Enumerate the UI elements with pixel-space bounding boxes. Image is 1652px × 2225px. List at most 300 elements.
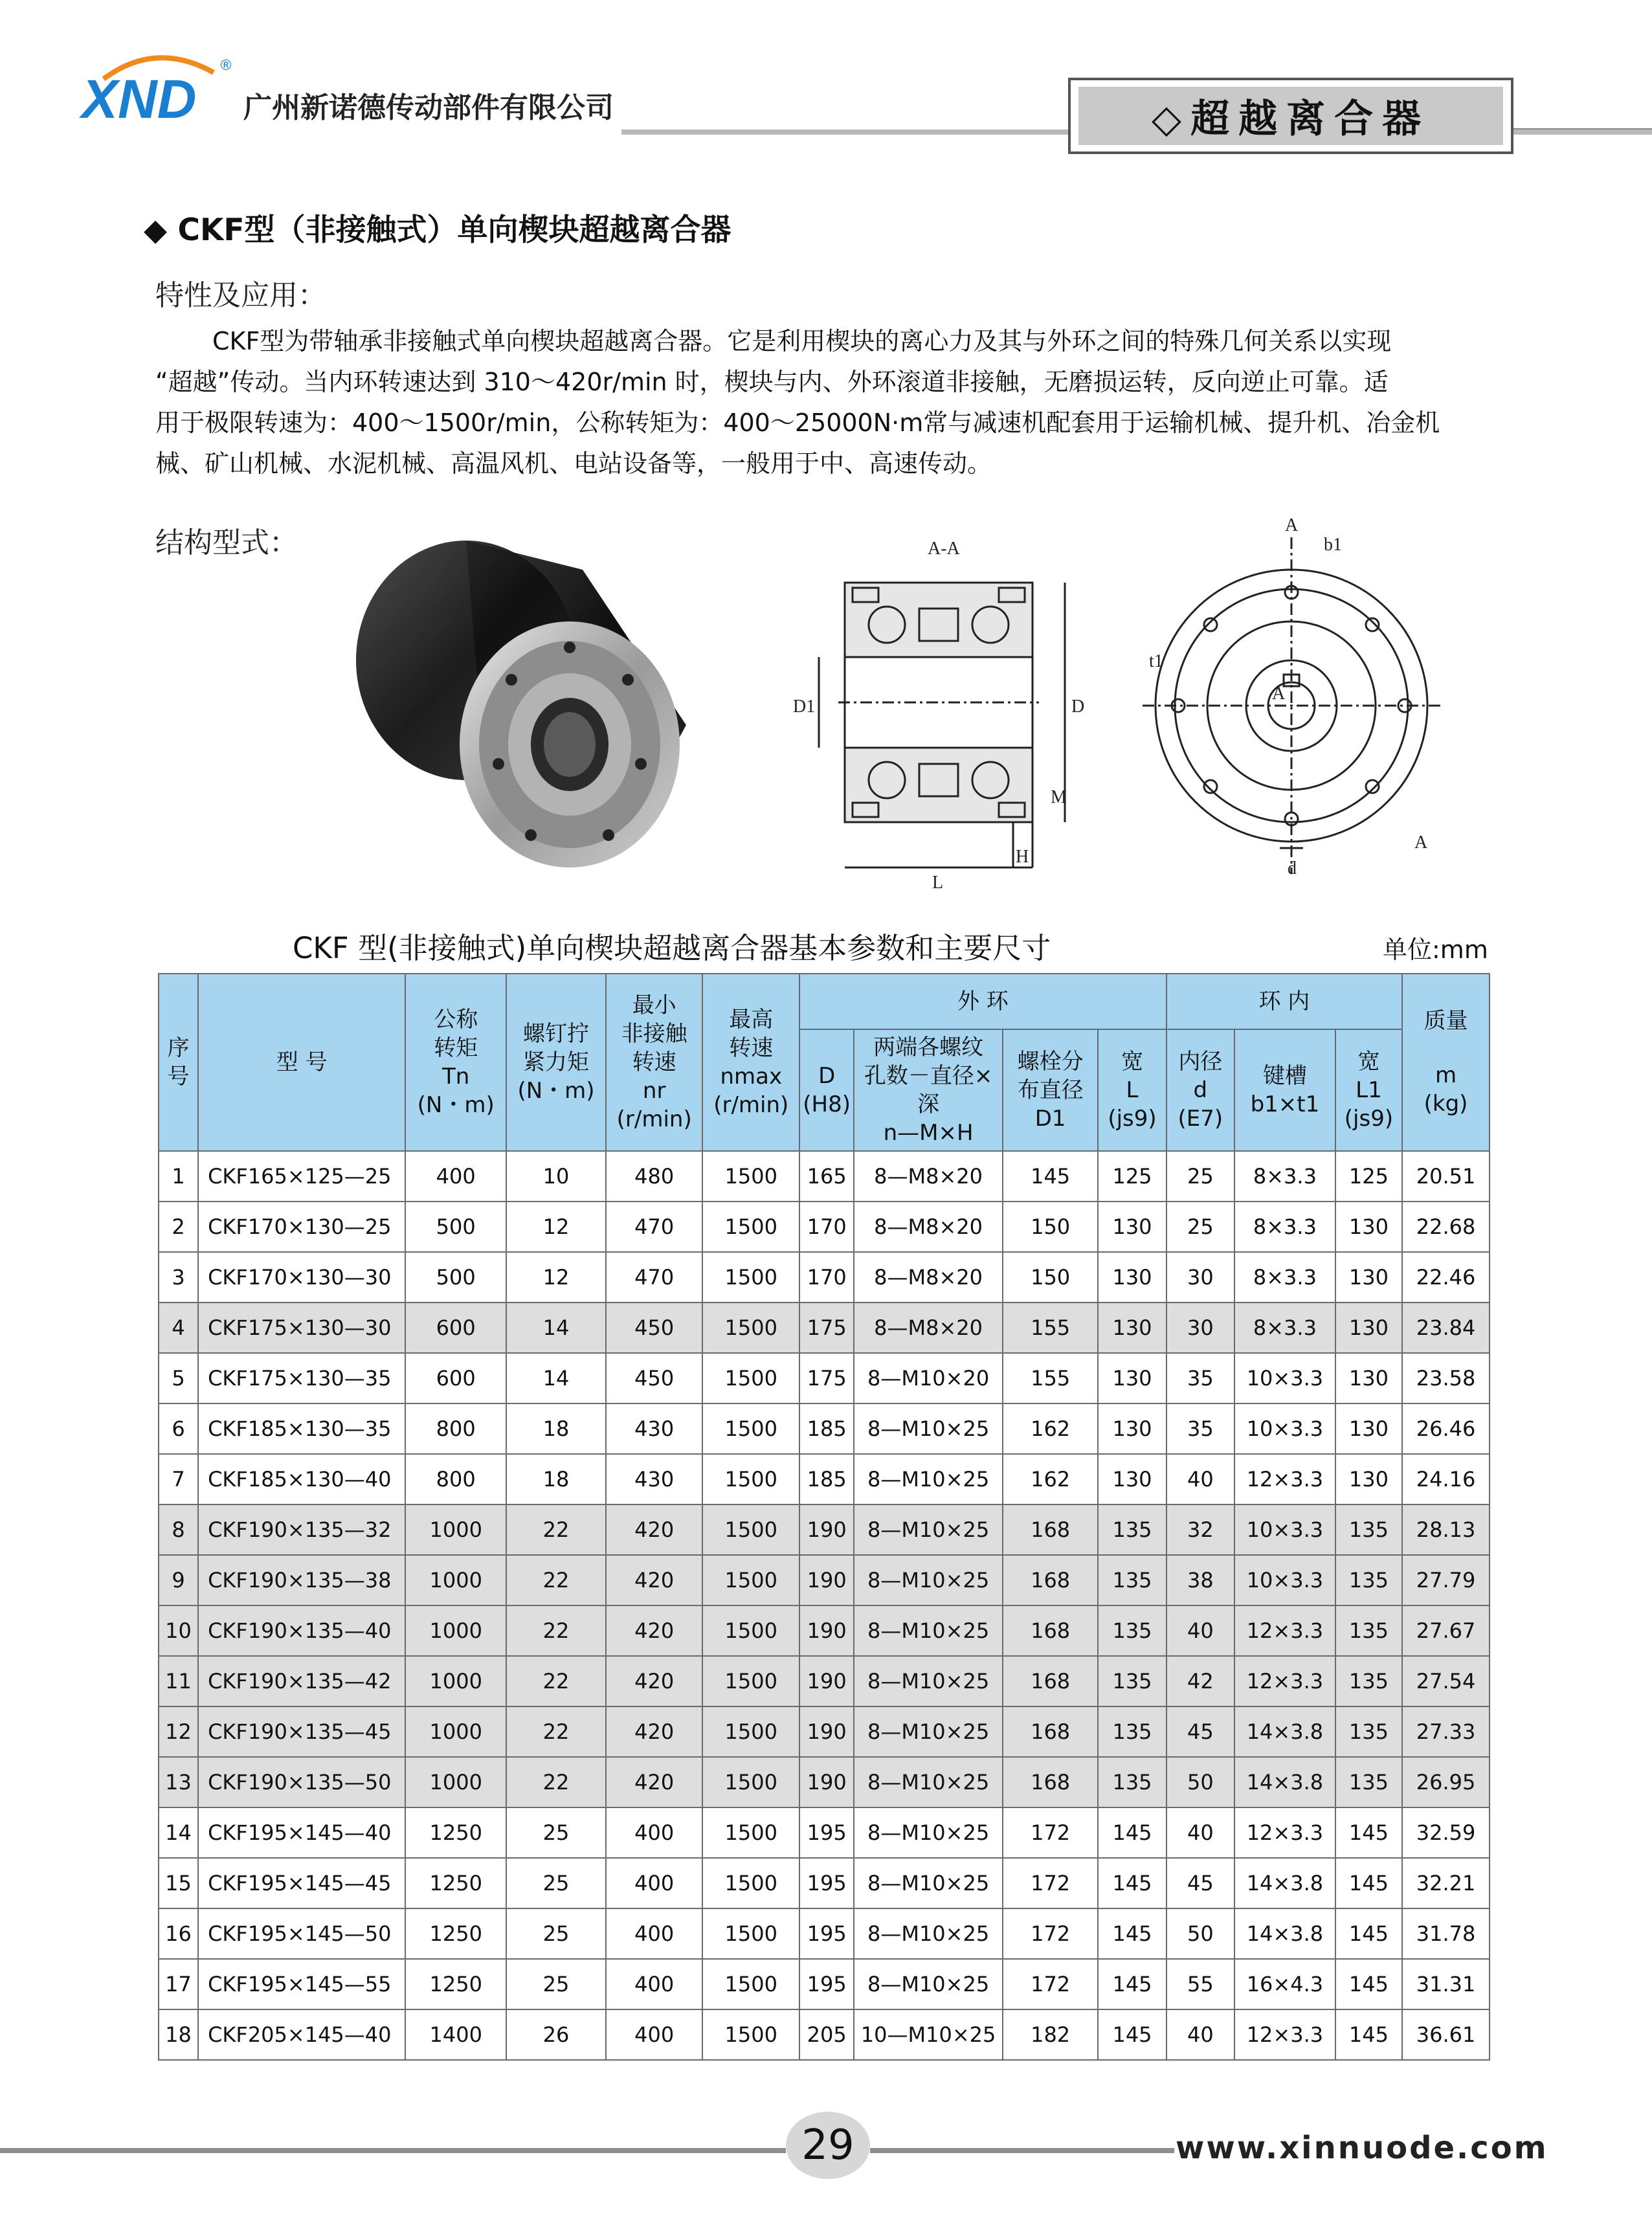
svg-text:XND: XND [82,69,197,124]
cell-thr: 8—M10×25 [854,1959,1003,2009]
cell-nmax: 1500 [702,1656,799,1706]
cell-D1: 182 [1003,2009,1098,2060]
table-row [159,1555,1490,1605]
cell-D1: 162 [1003,1454,1098,1504]
cell-D: 185 [799,1454,854,1504]
cell-n: 16 [159,1908,198,1959]
cell-nr: 430 [606,1403,703,1454]
cell-s: 22 [506,1504,606,1555]
cell-T: 800 [405,1454,506,1504]
section-mark-a: A [1285,515,1299,535]
table-row [159,1908,1490,1959]
cell-L: 130 [1098,1252,1166,1303]
cell-nr: 430 [606,1454,703,1504]
cell-d: 38 [1166,1555,1234,1605]
cell-L: 135 [1098,1757,1166,1807]
cell-D: 170 [799,1252,854,1303]
table-row [159,1757,1490,1807]
cell-D: 195 [799,1908,854,1959]
cell-D: 185 [799,1403,854,1454]
cell-m: 27.54 [1402,1656,1490,1706]
cell-L1: 135 [1335,1757,1402,1807]
cell-nr: 480 [606,1151,703,1202]
col-thread: 两端各螺纹 孔数－直径×深 n—M×H [854,1029,1003,1151]
cell-nmax: 1500 [702,1353,799,1403]
cell-L: 145 [1098,1959,1166,2009]
col-bolt-circle: 螺栓分 布直径 D1 [1003,1029,1098,1151]
cell-model: CKF190×135—38 [198,1555,405,1605]
cell-model: CKF170×130—25 [198,1202,405,1252]
cell-model: CKF195×145—55 [198,1959,405,2009]
cell-m: 31.31 [1402,1959,1490,2009]
cell-D: 195 [799,1858,854,1908]
cell-s: 18 [506,1454,606,1504]
cell-thr: 10—M10×25 [854,2009,1003,2060]
cell-nmax: 1500 [702,1908,799,1959]
cell-T: 500 [405,1202,506,1252]
cell-T: 1000 [405,1605,506,1656]
table-row [159,1151,1490,1202]
cell-L: 130 [1098,1353,1166,1403]
cell-nr: 400 [606,1858,703,1908]
cell-T: 1400 [405,2009,506,2060]
cell-key: 8×3.3 [1234,1151,1335,1202]
page-number: 29 [801,2121,854,2169]
dim-m: M [1051,787,1067,807]
dim-b1: b1 [1324,535,1342,555]
cell-L1: 130 [1335,1303,1402,1353]
cell-nmax: 1500 [702,1555,799,1605]
cell-L1: 130 [1335,1454,1402,1504]
col-width: 宽 L (js9) [1098,1029,1166,1151]
cell-model: CKF190×135—40 [198,1605,405,1656]
footer-rule-right [870,2148,1174,2153]
cell-model: CKF170×130—30 [198,1252,405,1303]
cell-m: 27.67 [1402,1605,1490,1656]
cell-m: 27.79 [1402,1555,1490,1605]
cell-D1: 172 [1003,1858,1098,1908]
cell-s: 10 [506,1151,606,1202]
cell-d: 55 [1166,1959,1234,2009]
cell-m: 22.68 [1402,1202,1490,1252]
col-screw-torque: 螺钉拧 紧力矩 (N・m) [506,974,606,1151]
cell-D1: 168 [1003,1757,1098,1807]
cell-nr: 420 [606,1757,703,1807]
cell-key: 14×3.8 [1234,1858,1335,1908]
cell-key: 10×3.3 [1234,1555,1335,1605]
cell-nr: 420 [606,1605,703,1656]
cell-key: 8×3.3 [1234,1202,1335,1252]
table-row [159,1959,1490,2009]
cell-n: 17 [159,1959,198,2009]
cell-d: 50 [1166,1757,1234,1807]
cell-thr: 8—M10×25 [854,1706,1003,1757]
cell-L1: 135 [1335,1605,1402,1656]
col-group-inner-ring: 环 内 [1166,974,1402,1029]
cell-d: 50 [1166,1908,1234,1959]
page-number-badge [786,2112,870,2179]
cell-d: 40 [1166,2009,1234,2060]
cell-n: 8 [159,1504,198,1555]
cell-T: 1000 [405,1757,506,1807]
cell-D1: 155 [1003,1353,1098,1403]
col-keyway: 键槽 b1×t1 [1234,1029,1335,1151]
cell-D1: 168 [1003,1504,1098,1555]
cell-L: 145 [1098,1908,1166,1959]
cell-T: 1000 [405,1504,506,1555]
section-label: A-A [928,539,960,559]
cell-s: 25 [506,1908,606,1959]
cell-D: 190 [799,1656,854,1706]
footer-rule [0,2148,786,2153]
section-badge [1068,78,1513,154]
col-width1: 宽 L1 (js9) [1335,1029,1402,1151]
unit-label: 单位:mm [1383,935,1488,964]
cell-s: 12 [506,1202,606,1252]
cell-L: 135 [1098,1555,1166,1605]
cell-d: 25 [1166,1151,1234,1202]
col-max-speed: 最高 转速 nmax (r/min) [702,974,799,1151]
cell-n: 10 [159,1605,198,1656]
cell-s: 22 [506,1757,606,1807]
cell-n: 6 [159,1403,198,1454]
cell-d: 40 [1166,1807,1234,1858]
cell-L: 130 [1098,1454,1166,1504]
cell-thr: 8—M10×25 [854,1403,1003,1454]
cell-L1: 130 [1335,1353,1402,1403]
cell-T: 800 [405,1403,506,1454]
cell-key: 12×3.3 [1234,1605,1335,1656]
cell-m: 20.51 [1402,1151,1490,1202]
cell-nr: 400 [606,2009,703,2060]
cell-n: 4 [159,1303,198,1353]
cell-m: 26.46 [1402,1403,1490,1454]
cell-L1: 145 [1335,1959,1402,2009]
cell-nmax: 1500 [702,1403,799,1454]
cell-L1: 145 [1335,2009,1402,2060]
cell-D1: 172 [1003,1807,1098,1858]
cell-nr: 420 [606,1555,703,1605]
cell-D1: 168 [1003,1706,1098,1757]
cell-d: 35 [1166,1353,1234,1403]
cell-D: 165 [799,1151,854,1202]
cell-thr: 8—M10×25 [854,1757,1003,1807]
cell-L1: 145 [1335,1807,1402,1858]
company-name: 广州新诺德传动部件有限公司 [243,91,614,124]
description-line: CKF型为带轴承非接触式单向楔块超越离合器。它是利用楔块的离心力及其与外环之间的特殊几何关系以实现 [212,327,1392,355]
cell-L: 130 [1098,1202,1166,1252]
cell-model: CKF190×135—42 [198,1656,405,1706]
cell-m: 24.16 [1402,1454,1490,1504]
cell-s: 22 [506,1656,606,1706]
cell-n: 3 [159,1252,198,1303]
cell-s: 18 [506,1403,606,1454]
col-outer-d: D (H8) [799,1029,854,1151]
cell-L1: 135 [1335,1706,1402,1757]
cell-thr: 8—M8×20 [854,1252,1003,1303]
col-min-speed: 最小 非接触 转速 nr (r/min) [606,974,703,1151]
cell-n: 7 [159,1454,198,1504]
cell-thr: 8—M10×20 [854,1353,1003,1403]
cell-thr: 8—M10×25 [854,1555,1003,1605]
cell-thr: 8—M10×25 [854,1454,1003,1504]
cell-thr: 8—M10×25 [854,1605,1003,1656]
center-mark-a: A [1272,684,1286,704]
features-heading: 特性及应用： [155,279,326,312]
cell-nmax: 1500 [702,1504,799,1555]
cell-L: 135 [1098,1605,1166,1656]
cell-m: 36.61 [1402,2009,1490,2060]
cell-s: 22 [506,1605,606,1656]
cell-d: 40 [1166,1454,1234,1504]
cell-D: 170 [799,1202,854,1252]
cell-D1: 150 [1003,1202,1098,1252]
cell-nr: 470 [606,1202,703,1252]
cell-nmax: 1500 [702,1706,799,1757]
cell-key: 14×3.8 [1234,1908,1335,1959]
cell-L: 125 [1098,1151,1166,1202]
cell-n: 2 [159,1202,198,1252]
cell-n: 18 [159,2009,198,2060]
cell-T: 600 [405,1303,506,1353]
cell-model: CKF185×130—40 [198,1454,405,1504]
company-logo [78,53,246,127]
cell-T: 1250 [405,1959,506,2009]
cell-s: 25 [506,1959,606,2009]
cell-T: 500 [405,1252,506,1303]
cell-key: 16×4.3 [1234,1959,1335,2009]
cell-key: 12×3.3 [1234,1656,1335,1706]
table-row [159,1807,1490,1858]
description-line: “超越”传动。当内环转速达到 310～420r/min 时，楔块与内、外环滚道非接触，无磨损运转，反向逆止可靠。适 [155,368,1389,396]
svg-text:®: ® [219,58,233,74]
cell-D1: 145 [1003,1151,1098,1202]
col-mass: 质量 m (kg) [1402,974,1490,1151]
cell-D1: 168 [1003,1555,1098,1605]
cell-thr: 8—M10×25 [854,1908,1003,1959]
cell-m: 27.33 [1402,1706,1490,1757]
cell-s: 22 [506,1555,606,1605]
col-torque: 公称 转矩 Tn (N・m) [405,974,506,1151]
cell-thr: 8—M8×20 [854,1202,1003,1252]
cell-s: 14 [506,1303,606,1353]
cell-nr: 420 [606,1504,703,1555]
cell-D1: 168 [1003,1605,1098,1656]
cell-s: 22 [506,1706,606,1757]
cell-n: 13 [159,1757,198,1807]
cell-key: 12×3.3 [1234,1807,1335,1858]
cell-thr: 8—M10×25 [854,1858,1003,1908]
cell-L1: 130 [1335,1202,1402,1252]
dim-l: L [932,873,944,893]
cell-n: 11 [159,1656,198,1706]
cell-D: 195 [799,1959,854,2009]
table-row [159,1706,1490,1757]
cell-n: 15 [159,1858,198,1908]
cell-nr: 470 [606,1252,703,1303]
cell-nmax: 1500 [702,1202,799,1252]
cell-L: 145 [1098,1807,1166,1858]
spec-table [158,973,1490,2061]
cell-m: 31.78 [1402,1908,1490,1959]
cell-L1: 130 [1335,1403,1402,1454]
table-row [159,1252,1490,1303]
dim-bore-d: d [1288,858,1297,878]
cell-D1: 155 [1003,1303,1098,1353]
table-row [159,1403,1490,1454]
cell-key: 10×3.3 [1234,1504,1335,1555]
cell-L: 135 [1098,1656,1166,1706]
cell-nr: 450 [606,1353,703,1403]
cell-nr: 420 [606,1656,703,1706]
cell-d: 40 [1166,1605,1234,1656]
cell-m: 26.95 [1402,1757,1490,1807]
cell-L: 130 [1098,1403,1166,1454]
cell-s: 12 [506,1252,606,1303]
cell-L1: 135 [1335,1656,1402,1706]
cell-s: 14 [506,1353,606,1403]
cell-m: 32.21 [1402,1858,1490,1908]
cell-n: 5 [159,1353,198,1403]
cell-model: CKF185×130—35 [198,1403,405,1454]
cell-D: 190 [799,1706,854,1757]
cell-s: 25 [506,1807,606,1858]
cell-n: 9 [159,1555,198,1605]
structure-heading: 结构型式： [155,526,298,559]
col-bore: 内径 d (E7) [1166,1029,1234,1151]
cell-D1: 162 [1003,1403,1098,1454]
cell-nmax: 1500 [702,1757,799,1807]
cell-L: 135 [1098,1504,1166,1555]
cell-D: 175 [799,1303,854,1353]
col-group-outer-ring: 外 环 [799,974,1166,1029]
table-title: CKF 型(非接触式)单向楔块超越离合器基本参数和主要尺寸 [293,931,1051,965]
cell-model: CKF205×145—40 [198,2009,405,2060]
cell-nmax: 1500 [702,1454,799,1504]
cell-T: 1000 [405,1706,506,1757]
cell-n: 12 [159,1706,198,1757]
cell-nr: 400 [606,1807,703,1858]
front-view-drawing [1130,511,1440,902]
table-row [159,1353,1490,1403]
cell-model: CKF190×135—50 [198,1757,405,1807]
cell-L1: 135 [1335,1504,1402,1555]
cell-nr: 450 [606,1303,703,1353]
cell-d: 45 [1166,1706,1234,1757]
cell-L: 145 [1098,1858,1166,1908]
dim-t1: t1 [1149,651,1163,671]
cell-thr: 8—M10×25 [854,1656,1003,1706]
cell-d: 35 [1166,1403,1234,1454]
cell-nmax: 1500 [702,1959,799,2009]
cell-key: 10×3.3 [1234,1403,1335,1454]
cell-T: 600 [405,1353,506,1403]
cell-n: 1 [159,1151,198,1202]
cell-key: 8×3.3 [1234,1252,1335,1303]
cell-model: CKF175×130—35 [198,1353,405,1403]
cell-d: 30 [1166,1303,1234,1353]
cell-key: 10×3.3 [1234,1353,1335,1403]
cell-T: 400 [405,1151,506,1202]
cell-D1: 172 [1003,1959,1098,2009]
section-drawing [780,531,1091,896]
table-row [159,1605,1490,1656]
cell-thr: 8—M10×25 [854,1504,1003,1555]
dim-d1: D1 [793,697,816,717]
cell-model: CKF175×130—30 [198,1303,405,1353]
cell-D: 190 [799,1757,854,1807]
cell-m: 32.59 [1402,1807,1490,1858]
cell-key: 12×3.3 [1234,2009,1335,2060]
section-mark-a2: A [1414,833,1428,853]
cell-L: 135 [1098,1706,1166,1757]
cell-T: 1250 [405,1858,506,1908]
cell-thr: 8—M8×20 [854,1303,1003,1353]
cell-model: CKF195×145—45 [198,1858,405,1908]
cell-thr: 8—M10×25 [854,1807,1003,1858]
cell-m: 23.84 [1402,1303,1490,1353]
cell-nr: 420 [606,1706,703,1757]
cell-nmax: 1500 [702,1605,799,1656]
cell-nmax: 1500 [702,1252,799,1303]
table-row [159,1303,1490,1353]
cell-D: 195 [799,1807,854,1858]
cell-T: 1250 [405,1807,506,1858]
cell-L1: 145 [1335,1858,1402,1908]
cell-T: 1000 [405,1656,506,1706]
cell-model: CKF190×135—32 [198,1504,405,1555]
cell-D: 190 [799,1504,854,1555]
cell-D: 175 [799,1353,854,1403]
dim-h: H [1016,847,1029,867]
cell-s: 26 [506,2009,606,2060]
cell-m: 23.58 [1402,1353,1490,1403]
cell-D1: 168 [1003,1656,1098,1706]
product-photo [337,531,699,883]
cell-D1: 172 [1003,1908,1098,1959]
cell-nr: 400 [606,1959,703,2009]
cell-d: 30 [1166,1252,1234,1303]
cell-key: 12×3.3 [1234,1454,1335,1504]
cell-L: 145 [1098,2009,1166,2060]
cell-nmax: 1500 [702,1858,799,1908]
page-title: ◆ CKF型（非接触式）单向楔块超越离合器 [144,212,731,248]
cell-L1: 125 [1335,1151,1402,1202]
cell-T: 1250 [405,1908,506,1959]
table-row [159,1454,1490,1504]
cell-T: 1000 [405,1555,506,1605]
cell-nmax: 1500 [702,1807,799,1858]
cell-D: 190 [799,1605,854,1656]
cell-model: CKF195×145—40 [198,1807,405,1858]
table-row [159,1202,1490,1252]
cell-nmax: 1500 [702,1151,799,1202]
section-title: ◇超越离合器 [1151,96,1431,142]
cell-d: 32 [1166,1504,1234,1555]
cell-key: 14×3.8 [1234,1706,1335,1757]
cell-key: 8×3.3 [1234,1303,1335,1353]
cell-thr: 8—M8×20 [854,1151,1003,1202]
cell-nr: 400 [606,1908,703,1959]
col-seq: 序号 [159,974,198,1151]
cell-L: 130 [1098,1303,1166,1353]
table-row [159,2009,1490,2060]
table-row [159,1858,1490,1908]
cell-d: 25 [1166,1202,1234,1252]
cell-L1: 135 [1335,1555,1402,1605]
cell-D: 205 [799,2009,854,2060]
description [155,321,1508,484]
